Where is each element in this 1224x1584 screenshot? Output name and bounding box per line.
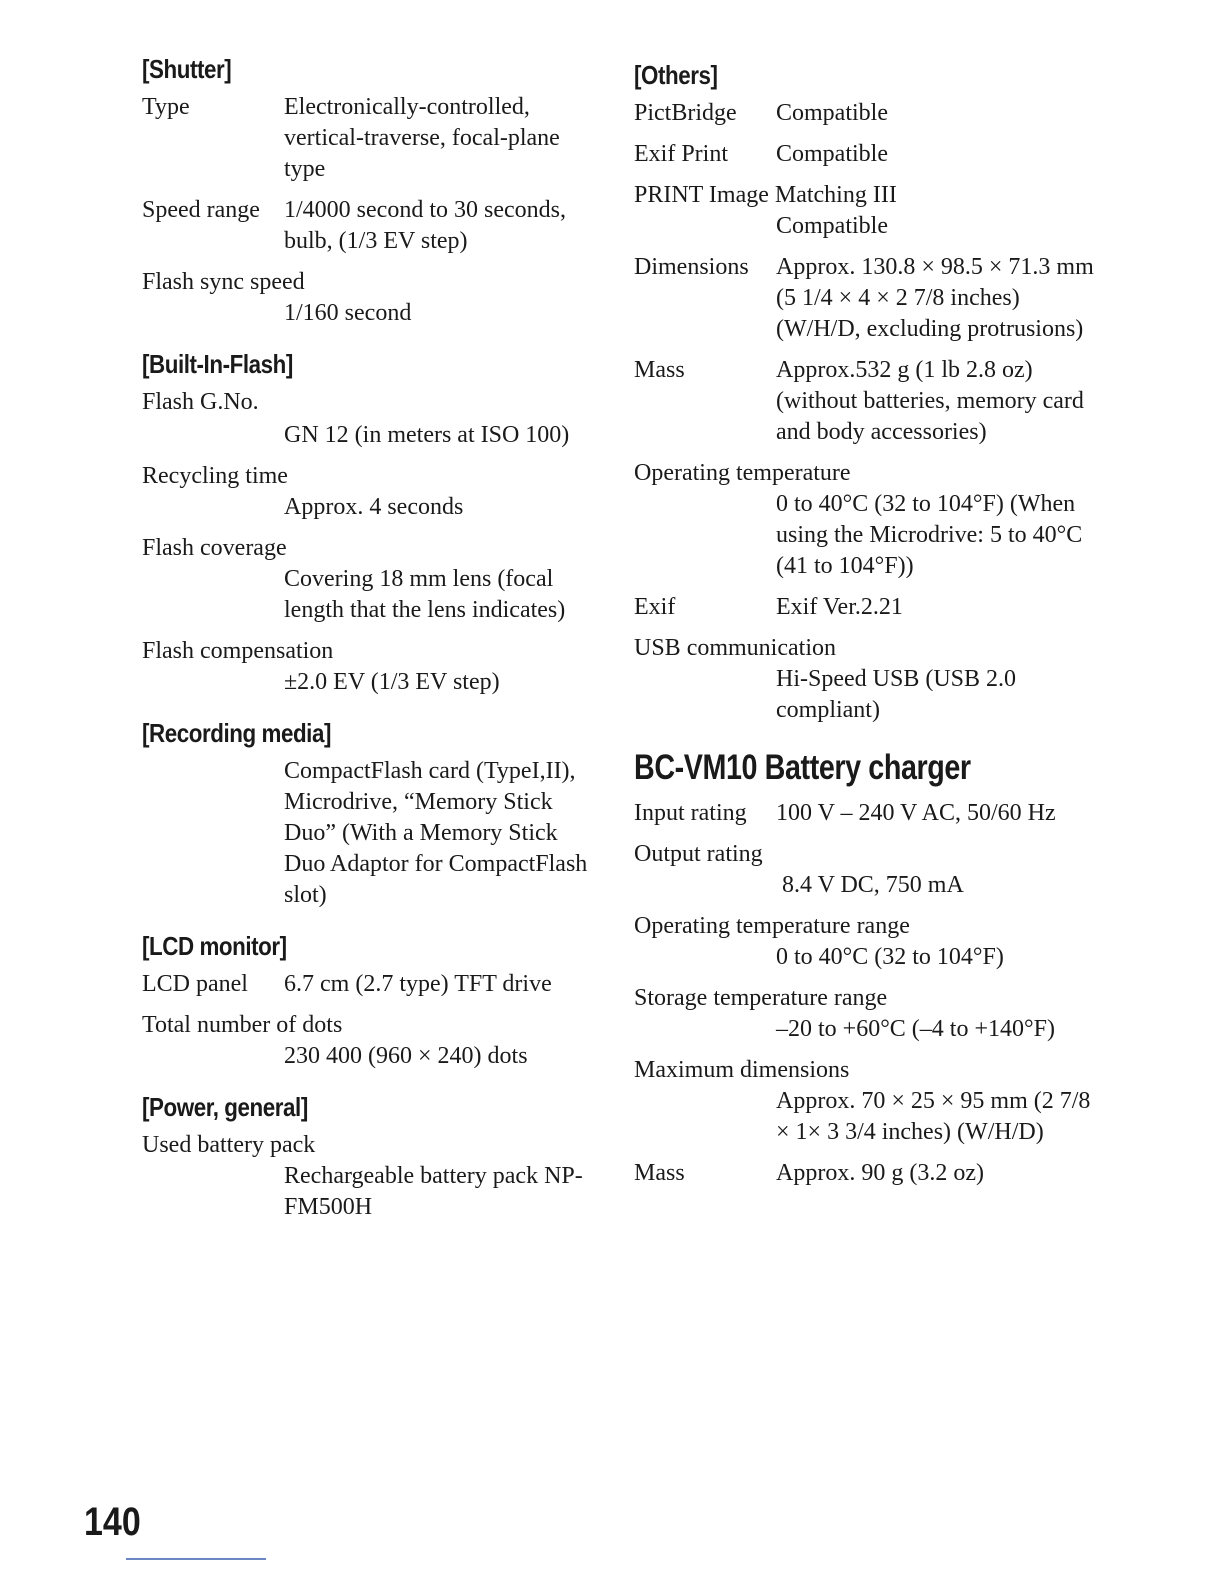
spec-value: Electronically-controlled, vertical-traverse, focal-plane type bbox=[284, 94, 560, 182]
spec-value: 6.7 cm (2.7 type) TFT drive bbox=[284, 971, 552, 997]
spec-label: Flash compensation bbox=[142, 638, 334, 664]
spec-label: Exif Print bbox=[634, 141, 728, 167]
spec-value: Hi-Speed USB (USB 2.0 compliant) bbox=[776, 666, 1017, 723]
spec-block bbox=[634, 180, 1104, 242]
spec-label: PRINT Image Matching III bbox=[634, 182, 897, 208]
spec-block bbox=[142, 636, 592, 698]
shutter-heading: [Shutter] bbox=[142, 54, 232, 84]
media-heading: [Recording media] bbox=[142, 718, 331, 748]
spec-label: Storage temperature range bbox=[634, 985, 888, 1011]
spec-block bbox=[142, 461, 592, 523]
power-heading: [Power, general] bbox=[142, 1092, 308, 1122]
spec-value: Compatible bbox=[776, 100, 888, 126]
spec-label: Total number of dots bbox=[142, 1012, 343, 1038]
page-number: 140 bbox=[84, 1500, 141, 1544]
spec-label: Flash G.No. bbox=[142, 389, 259, 415]
spec-label: Speed range bbox=[142, 197, 260, 223]
spec-value: 230 400 (960 × 240) dots bbox=[284, 1043, 528, 1069]
spec-label: USB communication bbox=[634, 635, 836, 661]
spec-block bbox=[142, 267, 592, 329]
spec-block bbox=[142, 533, 592, 626]
spec-row bbox=[142, 92, 592, 185]
spec-block bbox=[634, 911, 1104, 973]
spec-value: Exif Ver.2.21 bbox=[776, 594, 903, 620]
spec-row bbox=[634, 1158, 1104, 1189]
spec-label: Flash coverage bbox=[142, 535, 287, 561]
spec-value: 1/160 second bbox=[284, 300, 412, 326]
charger-heading: BC-VM10 Battery charger bbox=[634, 748, 971, 787]
spec-value: Compatible bbox=[776, 213, 888, 239]
page-number-rule bbox=[126, 1558, 266, 1560]
spec-row bbox=[634, 98, 1104, 129]
spec-row bbox=[142, 969, 592, 1000]
spec-row bbox=[634, 355, 1104, 448]
spec-label: Maximum dimensions bbox=[634, 1057, 850, 1083]
spec-label: Input rating bbox=[634, 800, 747, 826]
spec-block bbox=[142, 387, 592, 451]
spec-block bbox=[634, 1055, 1104, 1148]
spec-label: Recycling time bbox=[142, 463, 288, 489]
spec-value: Approx.532 g (1 lb 2.8 oz) (without batteries, memory card and body accessories) bbox=[776, 357, 1084, 445]
spec-value: 1/4000 second to 30 seconds, bulb, (1/3 EV step) bbox=[284, 197, 566, 254]
spec-block bbox=[142, 1130, 592, 1223]
spec-value: Covering 18 mm lens (focal length that the lens indicates) bbox=[284, 566, 566, 623]
spec-value: 8.4 V DC, 750 mA bbox=[782, 872, 964, 898]
spec-row bbox=[634, 252, 1104, 345]
spec-value: Compatible bbox=[776, 141, 888, 167]
others-heading: [Others] bbox=[634, 60, 718, 90]
spec-label: PictBridge bbox=[634, 100, 737, 126]
spec-label: Exif bbox=[634, 594, 676, 620]
right-column bbox=[634, 52, 1104, 1199]
spec-label: Flash sync speed bbox=[142, 269, 305, 295]
flash-heading: [Built-In-Flash] bbox=[142, 349, 293, 379]
spec-value: 0 to 40°C (32 to 104°F) bbox=[776, 944, 1004, 970]
spec-label: Mass bbox=[634, 1160, 685, 1186]
spec-block bbox=[634, 983, 1104, 1045]
spec-label: Type bbox=[142, 94, 190, 120]
spec-label: Dimensions bbox=[634, 254, 749, 280]
spec-label: Operating temperature range bbox=[634, 913, 910, 939]
spec-label: LCD panel bbox=[142, 971, 248, 997]
spec-block bbox=[142, 756, 592, 911]
spec-value: 0 to 40°C (32 to 104°F) (When using the Microdrive: 5 to 40°C (41 to 104°F)) bbox=[776, 491, 1083, 579]
spec-value: 100 V – 240 V AC, 50/60 Hz bbox=[776, 800, 1056, 826]
spec-row bbox=[634, 798, 1104, 829]
spec-value: CompactFlash card (TypeI,II), Microdrive, “Memory Stick Duo” (With a Memory Stick Duo Adaptor for CompactFlash slot) bbox=[284, 758, 588, 908]
spec-block bbox=[634, 458, 1104, 582]
spec-block bbox=[634, 839, 1104, 901]
spec-value: GN 12 (in meters at ISO 100) bbox=[284, 422, 570, 448]
spec-label: Mass bbox=[634, 357, 685, 383]
spec-block bbox=[142, 1010, 592, 1072]
spec-value: ±2.0 EV (1/3 EV step) bbox=[284, 669, 500, 695]
spec-value: Rechargeable battery pack NP-FM500H bbox=[284, 1163, 583, 1220]
left-column bbox=[142, 52, 592, 1233]
spec-row bbox=[634, 139, 1104, 170]
spec-row bbox=[634, 592, 1104, 623]
spec-value: Approx. 4 seconds bbox=[284, 494, 464, 520]
spec-block bbox=[634, 633, 1104, 726]
spec-row bbox=[142, 195, 592, 257]
spec-value: –20 to +60°C (–4 to +140°F) bbox=[776, 1016, 1055, 1042]
lcd-heading: [LCD monitor] bbox=[142, 931, 287, 961]
spec-value: Approx. 130.8 × 98.5 × 71.3 mm (5 1/4 × 4 × 2 7/8 inches) (W/H/D, excluding protrusions) bbox=[776, 254, 1094, 342]
spec-label: Operating temperature bbox=[634, 460, 851, 486]
spec-value: Approx. 90 g (3.2 oz) bbox=[776, 1160, 984, 1186]
spec-value: Approx. 70 × 25 × 95 mm (2 7/8 × 1× 3 3/4 inches) (W/H/D) bbox=[776, 1088, 1091, 1145]
spec-label: Used battery pack bbox=[142, 1132, 316, 1158]
spec-label: Output rating bbox=[634, 841, 763, 867]
